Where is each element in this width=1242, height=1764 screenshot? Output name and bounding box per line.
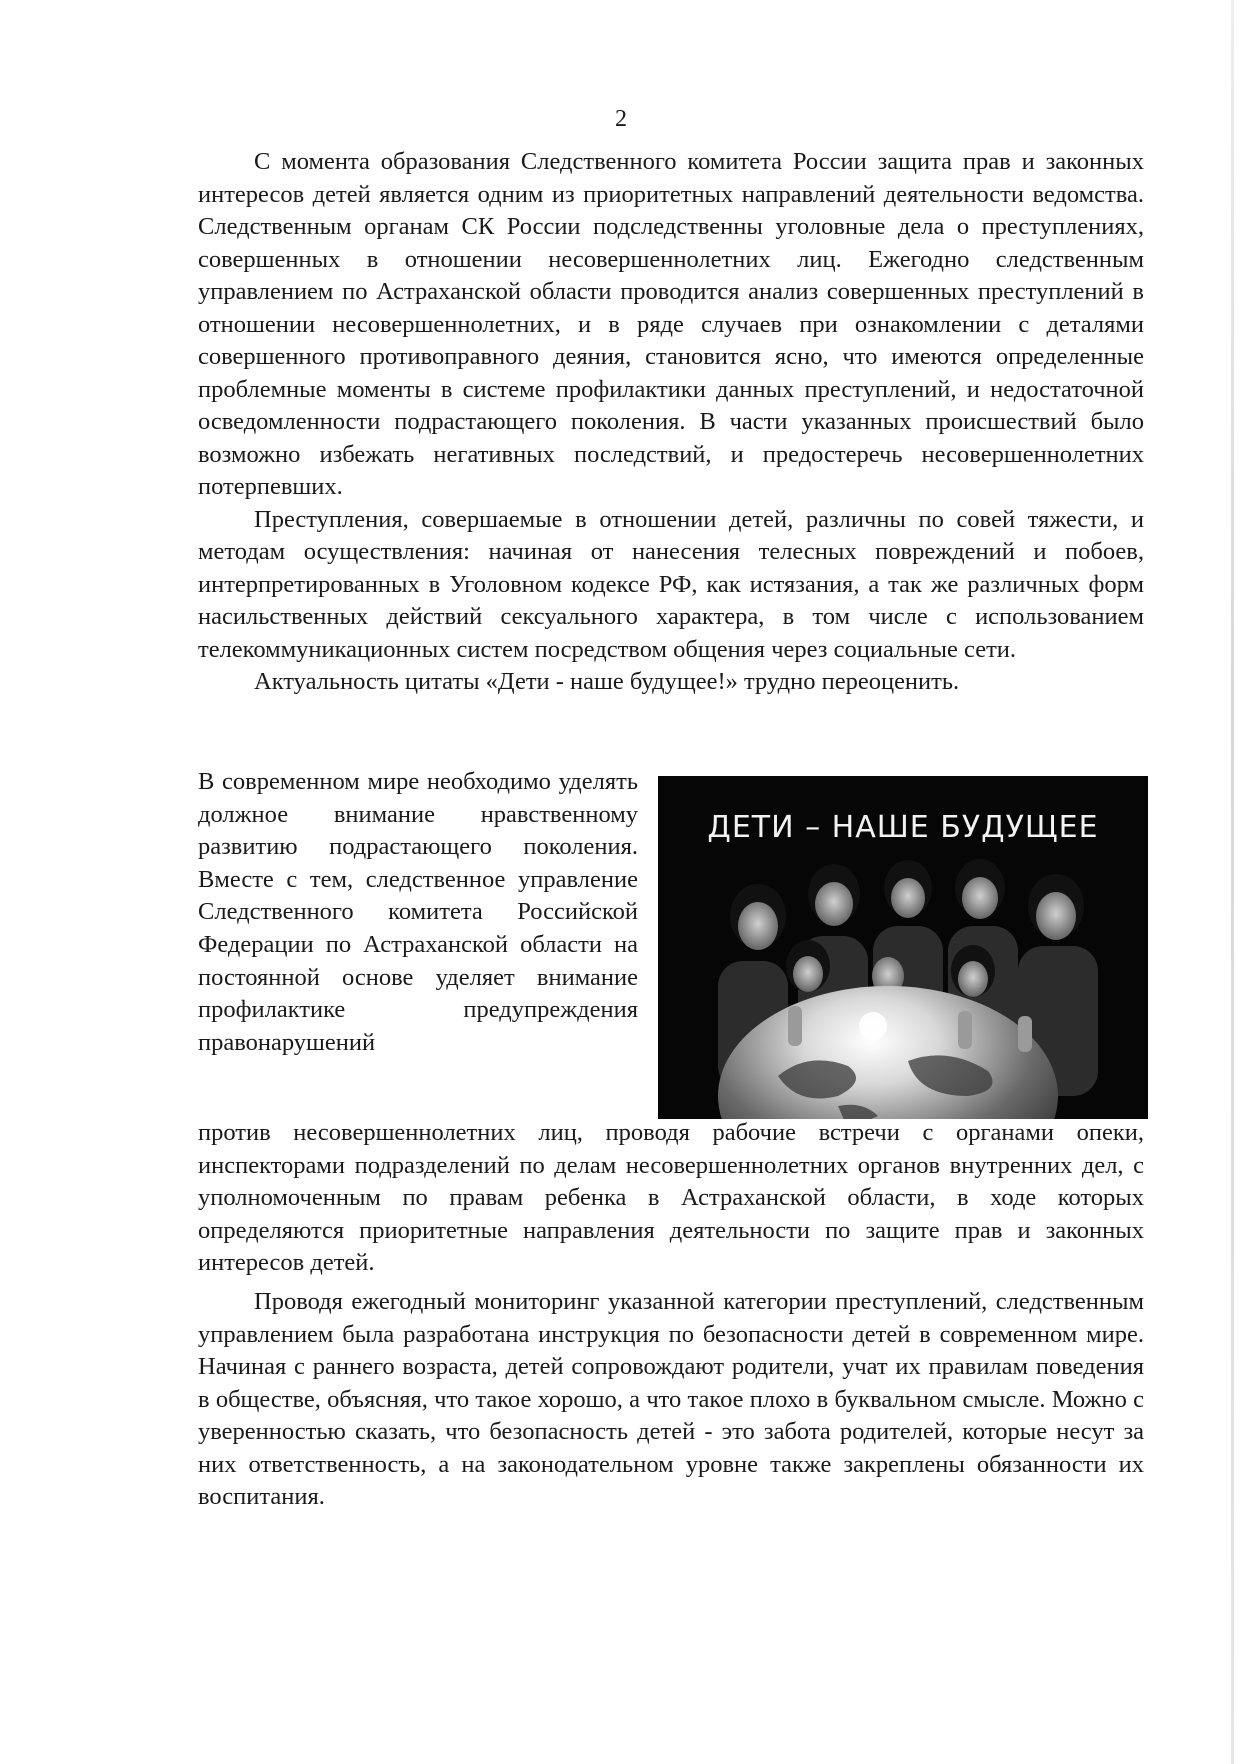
paragraph-intro: С момента образования Следственного комитета России защита прав и законных интересов детей является одним из приоритетных направлений деятельности ведомства. Следственным органам СК России подследственны уголовные дела о преступлениях, совершенных в отношении несовершеннолетних лиц. Ежегодно следственным управлением по Астраханской области проводится анализ совершенных преступлений в отношении несовершеннолетних, и в ряде случаев при ознакомлении с деталями совершенного противоправного деяния, становится ясно, что имеются определенные проблемные моменты в системе профилактики данных преступлений, и недостаточной осведомленности подрастающего поколения. В части указанных происшествий было возможно избежать негативных последствий, и предостеречь несовершеннолетних потерпевших. [198, 148, 1144, 500]
wrapped-text-beside-image: В современном мире необходимо уделять должное внимание нравственному развитию подрастающего поколения. Вместе с тем, следственное управление Следственного комитета Российской Федерации по Астраханской области на постоянной основе уделяет внимание профилактике предупреждения правонарушений [198, 768, 638, 1056]
paragraph-monitoring: Проводя ежегодный мониторинг указанной категории преступлений, следственным управлением была разработана инструкция по безопасности детей в современном мире. Начиная с раннего возраста, детей сопровождают родители, учат их правилам поведения в обществе, объясняя, что такое хорошо, а что такое плохо в буквальном смысле. Можно с уверенностью сказать, что безопасность детей - это забота родителей, которые несут за них ответственность, а на законодательном уровне также закреплены обязанности их воспитания. [198, 1288, 1144, 1510]
paragraph-crimes: Преступления, совершаемые в отношении детей, различны по совей тяжести, и методам осуществления: начиная от нанесения телесных повреждений и побоев, интерпретированных в Уголовном кодексе РФ, как истязания, а так же различных форм насильственных действий сексуального характера, в том числе с использованием телекоммуникационных систем посредством общения через социальные сети. [198, 505, 1144, 663]
body-text-continued [198, 1117, 1144, 1280]
page-number: 2 [615, 106, 627, 132]
paragraph-quote: Актуальность цитаты «Дети - наше будущее!» трудно переоценить. [254, 668, 960, 695]
body-text-bottom [198, 1286, 1144, 1514]
body-text-top [198, 146, 1144, 699]
paragraph-continued: против несовершеннолетних лиц, проводя рабочие встречи с органами опеки, инспекторами подразделений по делам несовершеннолетних органов внутренних дел, с уполномоченным по правам ребенка в Астраханской области, в ходе которых определяются приоритетные направления деятельности по защите прав и законных интересов детей. [198, 1119, 1144, 1276]
children-globe-photo [658, 776, 1148, 1119]
scan-edge-shadow [1231, 0, 1234, 1764]
photo-caption: ДЕТИ – НАШЕ БУДУЩЕЕ [707, 810, 1099, 845]
